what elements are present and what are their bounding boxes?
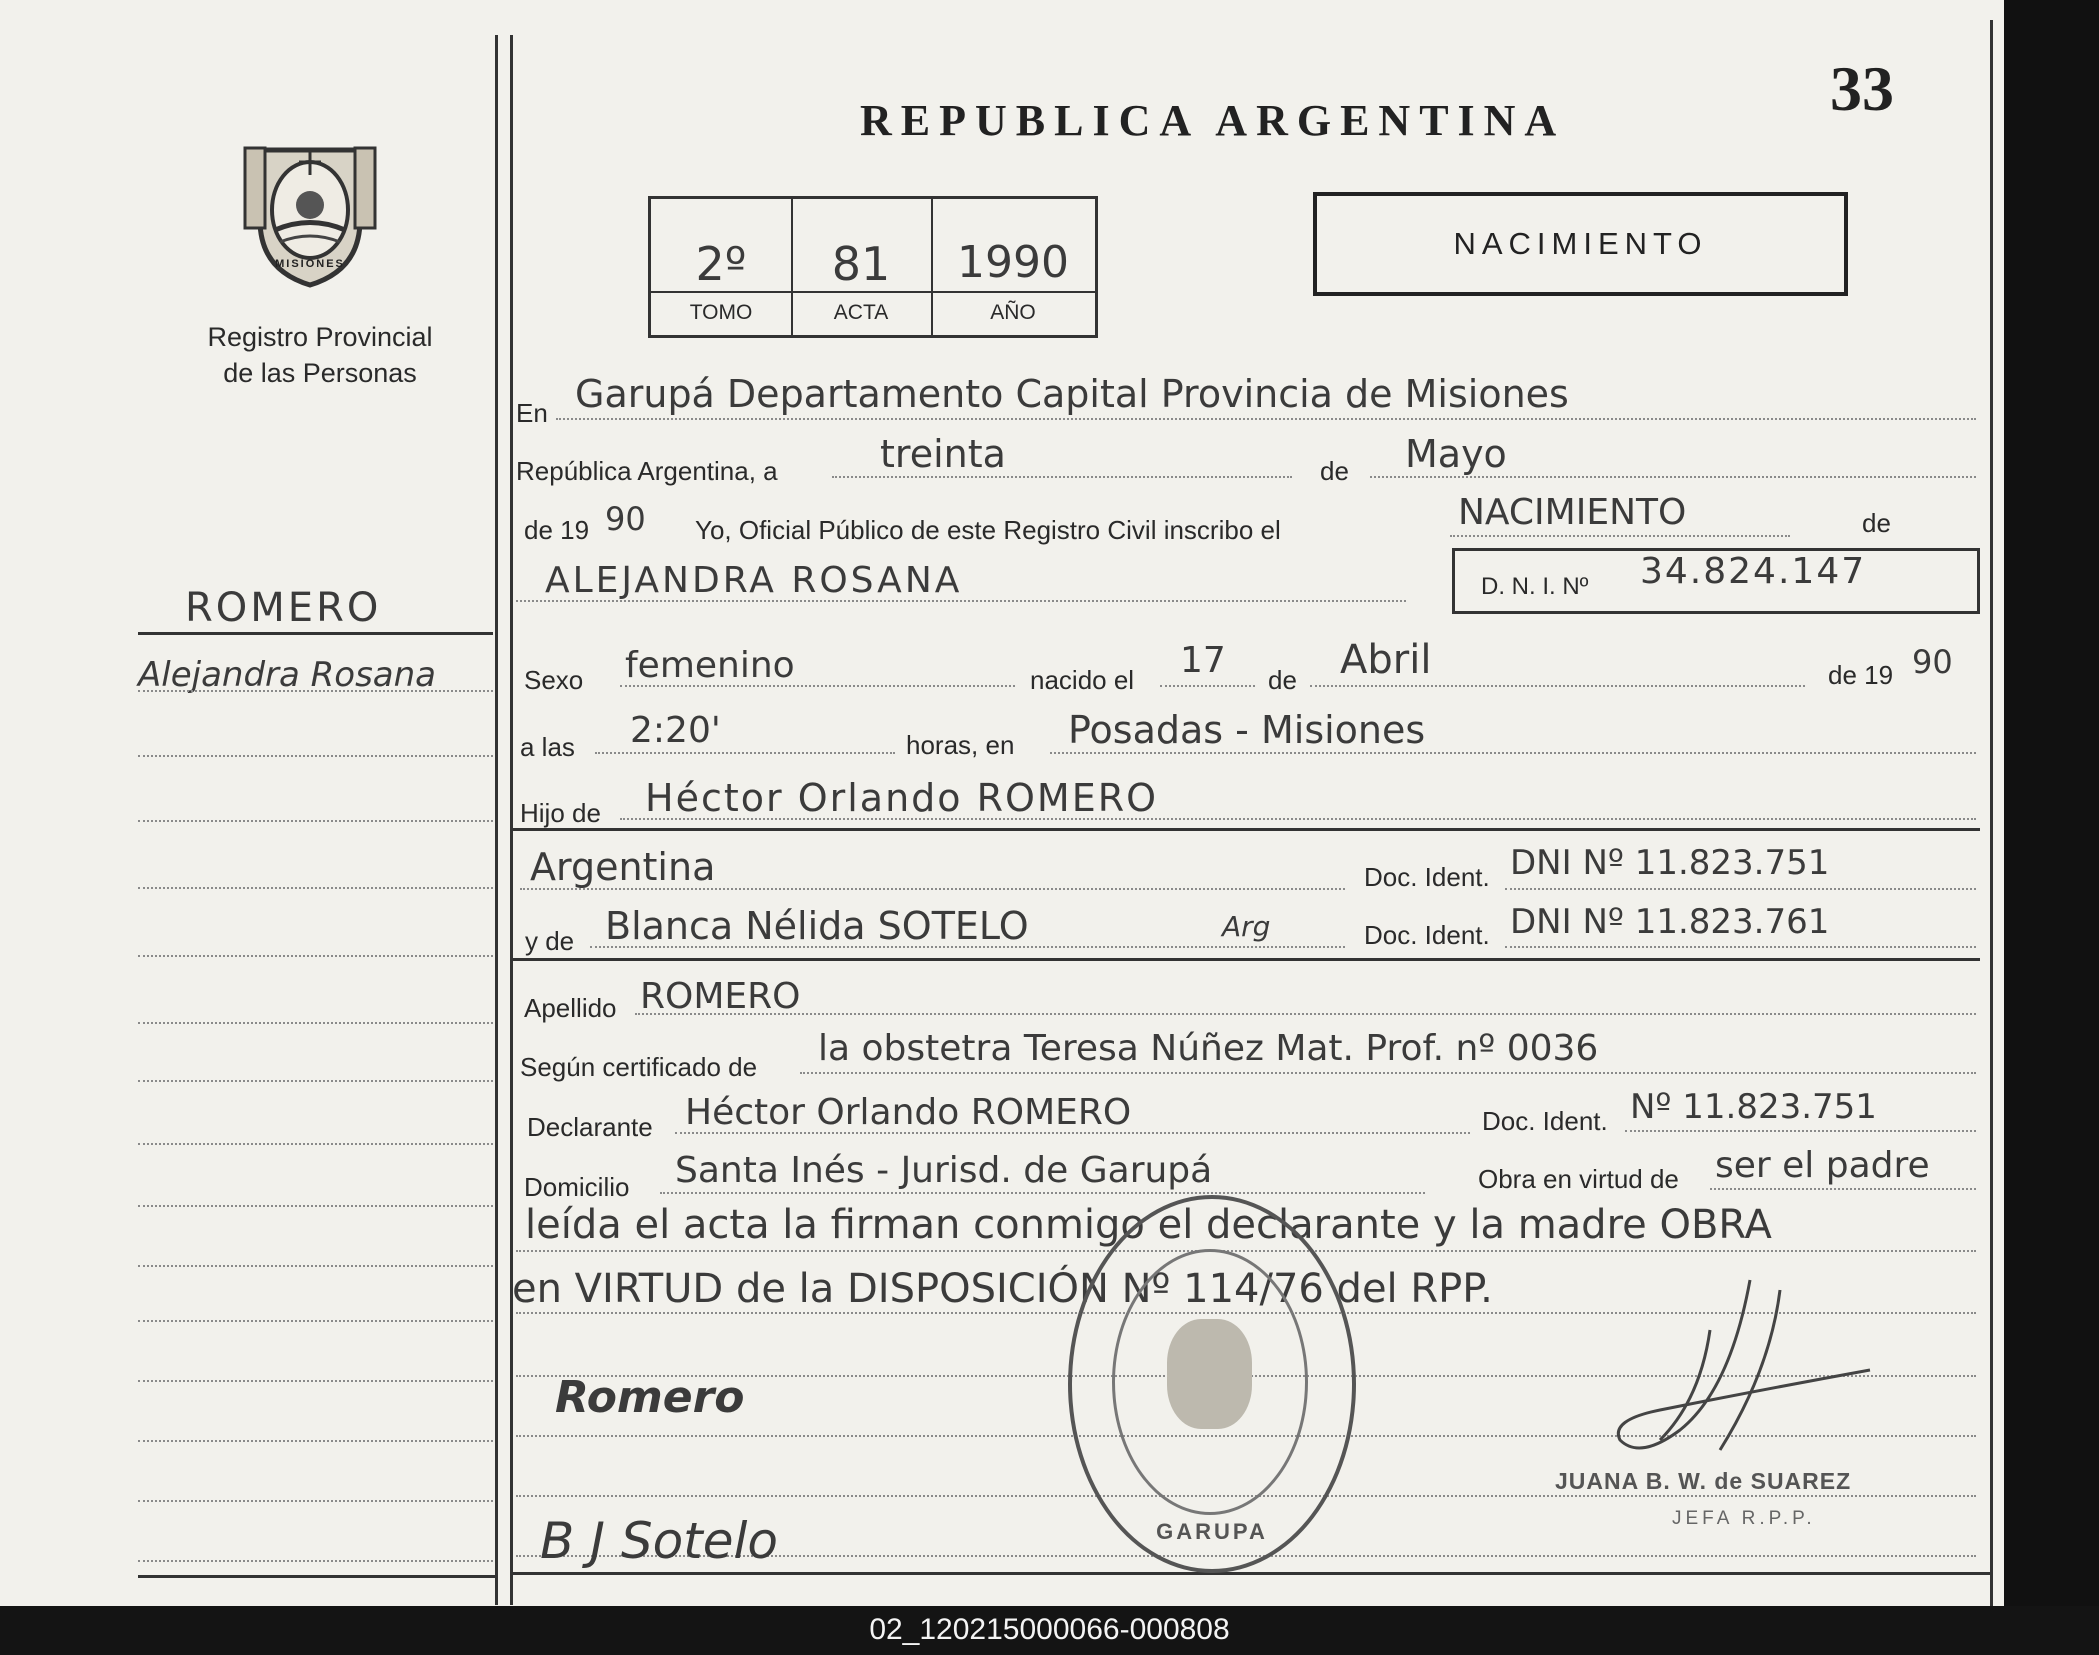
- line-doc-madre: [1505, 946, 1976, 948]
- label-nacido: nacido el: [1030, 665, 1135, 695]
- dni-label: D. N. I. Nº: [1481, 573, 1589, 600]
- misiones-emblem: [235, 130, 385, 290]
- seal-label: MISIONES: [275, 258, 345, 270]
- value-padre-nac: Argentina: [530, 845, 716, 889]
- label-domicilio: Domicilio: [524, 1172, 630, 1202]
- scan-edge: [2004, 0, 2099, 1606]
- label-doc-declarante: Doc. Ident.: [1482, 1106, 1608, 1136]
- signature-scribble-icon: [1600, 1270, 1880, 1490]
- margin-line: [138, 1265, 493, 1267]
- line-apellido: [635, 1013, 1976, 1015]
- record-type-label: NACIMIENTO: [1453, 226, 1708, 261]
- tomo-value: 2º: [695, 237, 747, 291]
- rule-madre: [510, 958, 1980, 961]
- country-title: REPUBLICA ARGENTINA: [860, 96, 1566, 145]
- official-title: JEFA R.P.P.: [1672, 1508, 1816, 1529]
- page-right-border: [1990, 20, 1993, 1606]
- value-madre: Blanca Nélida SOTELO: [605, 904, 1029, 948]
- nota-line-2: en VIRTUD de la DISPOSICIÓN Nº 114/76 del RPP.: [512, 1266, 1493, 1312]
- label-horas-en: horas, en: [906, 730, 1015, 760]
- tomo-label: TOMO: [689, 301, 753, 324]
- margin-line: [138, 1080, 493, 1082]
- label-de-nombre: de: [1862, 508, 1891, 538]
- value-inscribo: NACIMIENTO: [1458, 492, 1687, 533]
- acta-value: 81: [831, 237, 891, 291]
- label-de19: de 19: [524, 515, 590, 545]
- file-id: 02_120215000066-000808: [869, 1613, 1230, 1646]
- line-dia: [832, 476, 1292, 478]
- value-doc-declarante: Nº 11.823.751: [1630, 1087, 1877, 1127]
- margin-line: [138, 1380, 493, 1382]
- official-name: JUANA B. W. de SUAREZ: [1555, 1468, 1852, 1494]
- value-en: Garupá Departamento Capital Provincia de Misiones: [575, 372, 1569, 416]
- label-anio-nacido: de 19: [1828, 660, 1894, 690]
- value-madre-nac: Arg: [1222, 910, 1271, 943]
- line-nacido-dia: [1160, 685, 1255, 687]
- line-doc-padre: [1505, 888, 1976, 890]
- margin-line: [138, 1500, 493, 1502]
- stamp-emblem-icon: [1167, 1319, 1252, 1429]
- dni-box: [1452, 548, 1980, 614]
- margin-divider-left: [495, 35, 498, 1605]
- label-doc-padre: Doc. Ident.: [1364, 862, 1490, 892]
- anio-label: AÑO: [990, 301, 1036, 324]
- margin-surname: ROMERO: [185, 585, 382, 631]
- margin-line: [138, 755, 493, 757]
- value-doc-padre: DNI Nº 11.823.751: [1510, 843, 1830, 883]
- stamp-text: GARUPA: [1156, 1519, 1268, 1544]
- value-domicilio: Santa Inés - Jurisd. de Garupá: [675, 1150, 1213, 1191]
- line-inscribo: [1450, 535, 1790, 537]
- page-number: 33: [1830, 53, 1894, 124]
- value-declarante: Héctor Orlando ROMERO: [685, 1092, 1132, 1133]
- margin-line: [138, 1560, 493, 1562]
- margin-bottom-rule: [138, 1575, 498, 1578]
- label-apellido: Apellido: [524, 993, 617, 1023]
- line-en: [556, 418, 1976, 420]
- record-box-divider: [651, 291, 1095, 293]
- label-de-nacido-mes: de: [1268, 665, 1297, 695]
- line-segun: [800, 1072, 1976, 1074]
- record-type-box: [1313, 192, 1848, 296]
- record-box: [648, 196, 1098, 338]
- label-alas: a las: [520, 732, 575, 762]
- value-segun: la obstetra Teresa Núñez Mat. Prof. nº 0036: [818, 1028, 1599, 1069]
- margin-line: [138, 820, 493, 822]
- label-sexo: Sexo: [524, 665, 584, 695]
- value-anio-nacido: 90: [1912, 643, 1953, 681]
- registry-name-line1: Registro Provincial: [207, 322, 433, 352]
- line-mes: [1370, 476, 1976, 478]
- label-yo-oficial: Yo, Oficial Público de este Registro Civil inscribo el: [695, 515, 1281, 545]
- value-hora: 2:20': [630, 710, 721, 751]
- signature-madre: B J Sotelo: [540, 1512, 779, 1570]
- value-sexo: femenino: [625, 645, 795, 686]
- margin-line: [138, 1320, 493, 1322]
- value-nombre: ALEJANDRA ROSANA: [545, 560, 963, 601]
- label-en: En: [516, 398, 548, 428]
- value-dia: treinta: [880, 432, 1006, 476]
- margin-line: [138, 1143, 493, 1145]
- value-apellido: ROMERO: [640, 976, 801, 1017]
- label-declarante: Declarante: [527, 1112, 653, 1142]
- form-bottom-rule: [510, 1572, 1990, 1575]
- line-obra: [1710, 1188, 1976, 1190]
- label-hijo: Hijo de: [520, 798, 601, 828]
- anio-value: 1990: [957, 237, 1069, 288]
- margin-given-names: Alejandra Rosana: [138, 655, 437, 695]
- value-de1990: 90: [605, 500, 646, 538]
- value-nacido-mes: Abril: [1340, 637, 1432, 683]
- dni-value: 34.824.147: [1640, 551, 1867, 592]
- label-segun: Según certificado de: [520, 1052, 758, 1082]
- acta-label: ACTA: [833, 301, 889, 324]
- line-hora: [595, 752, 895, 754]
- signature-declarante: Romero: [555, 1372, 745, 1423]
- value-obra: ser el padre: [1715, 1145, 1930, 1186]
- label-de-mes: de: [1320, 456, 1349, 486]
- line-nacido-mes: [1310, 685, 1805, 687]
- value-padre: Héctor Orlando ROMERO: [645, 776, 1159, 820]
- value-mes: Mayo: [1405, 432, 1507, 476]
- value-doc-madre: DNI Nº 11.823.761: [1510, 902, 1830, 942]
- line-lugar: [1050, 752, 1976, 754]
- rule-padre: [510, 828, 1980, 831]
- label-republica: República Argentina, a: [516, 456, 778, 486]
- label-doc-madre: Doc. Ident.: [1364, 920, 1490, 950]
- margin-line: [138, 1440, 493, 1442]
- margin-divider-right: [510, 35, 513, 1605]
- margin-line: [138, 1205, 493, 1207]
- nota-line-1: leída el acta la firman conmigo el declarante y la madre OBRA: [525, 1202, 1772, 1248]
- official-signature: [1600, 1270, 1880, 1490]
- margin-line: [138, 1022, 493, 1024]
- line-doc-declarante: [1625, 1130, 1976, 1132]
- official-stamp: [1068, 1195, 1356, 1573]
- margin-name-rule: [138, 632, 493, 635]
- margin-line: [138, 690, 493, 692]
- label-y-de: y de: [525, 926, 575, 956]
- line-domicilio: [660, 1192, 1425, 1194]
- label-obra: Obra en virtud de: [1478, 1164, 1679, 1194]
- margin-line: [138, 955, 493, 957]
- margin-line: [138, 887, 493, 889]
- value-nacido-dia: 17: [1180, 640, 1226, 681]
- file-id-bar: [0, 1606, 2099, 1655]
- value-lugar: Posadas - Misiones: [1068, 708, 1426, 752]
- registry-name-line2: de las Personas: [223, 358, 417, 388]
